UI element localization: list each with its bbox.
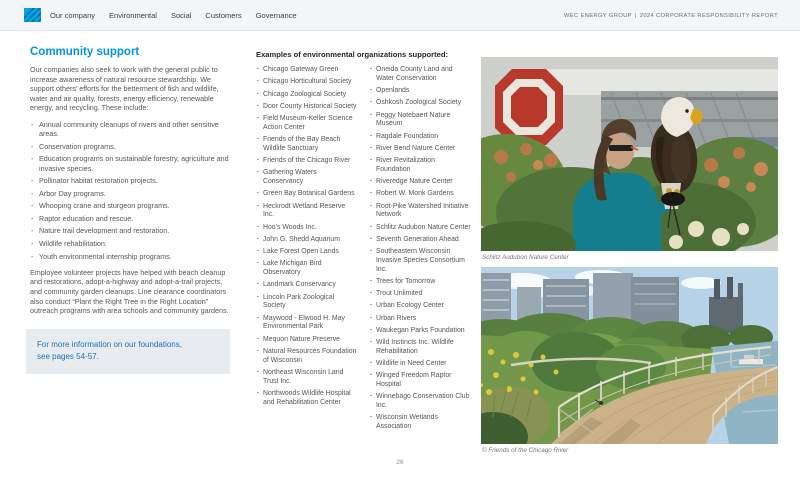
organizations-heading: Examples of environmental organizations supported: — [256, 50, 448, 59]
foundations-callout-link[interactable] — [26, 329, 230, 374]
list-item: · Field Museum-Keller Science Action Center — [256, 115, 358, 132]
list-item: - Annual community cleanups of rivers and other sensitive areas. — [30, 120, 230, 139]
report-title-edition: 2024 CORPORATE RESPONSIBILITY REPORT — [639, 12, 778, 19]
callout-line1: For more information on our foundations, — [37, 339, 182, 349]
list-item: · Wildlife in Need Center — [369, 360, 471, 369]
main-nav — [50, 0, 297, 31]
organizations-column-1 — [256, 66, 358, 435]
list-item: · John G. Shedd Aquarium — [256, 236, 358, 245]
list-item: · Lake Forest Open Lands — [256, 248, 358, 257]
list-item: · Ragdale Foundation — [369, 133, 471, 142]
list-item: · Seventh Generation Ahead — [369, 236, 471, 245]
list-item: · Urban Ecology Center — [369, 302, 471, 311]
list-item: · Southeastern Wisconsin Invasive Species Consortium Inc. — [369, 248, 471, 274]
list-item: · Door County Historical Society — [256, 103, 358, 112]
list-item: · Riveredge Nature Center — [369, 178, 471, 187]
list-item: · Natural Resources Foundation of Wisconsin — [256, 348, 358, 365]
list-item: · Northeast Wisconsin Land Trust Inc. — [256, 369, 358, 386]
boardwalk-photo-illustration — [481, 267, 778, 444]
list-item: · Waukegan Parks Foundation — [369, 327, 471, 336]
list-item: - Whooping crane and sturgeon programs. — [30, 201, 230, 210]
list-item: · Oshkosh Zoological Society — [369, 99, 471, 108]
list-item: · Root-Pike Watershed Initiative Network — [369, 203, 471, 220]
list-item: · Peggy Notebaert Nature Museum — [369, 112, 471, 129]
program-bullet-list — [30, 120, 230, 261]
volunteer-paragraph: Employee volunteer projects have helped with beach cleanup and restorations, adopt-a-highway and adopt-a-trail projects, and community garden cleanups. Line clearance coordinators also conduct “Plant the Right Tree in the Right Location” outreach programs with area schools and community gardens. — [30, 267, 229, 316]
list-item: · Schlitz Audubon Nature Center — [369, 224, 471, 233]
list-item: - Arbor Day programs. — [30, 189, 230, 198]
list-item: · Chicago Zoological Society — [256, 91, 358, 100]
list-item: - Conservation programs. — [30, 142, 230, 151]
photo-column — [481, 57, 778, 454]
list-item: · Gathering Waters Conservancy — [256, 169, 358, 186]
list-item: · River Revitalization Foundation — [369, 157, 471, 174]
list-item: · Lake Michigan Bird Observatory — [256, 260, 358, 277]
wec-energy-group-logo-icon[interactable] — [24, 8, 41, 22]
list-item: - Nature trail development and restoration. — [30, 226, 230, 235]
photo1-caption: Schlitz Audubon Nature Center — [482, 254, 569, 261]
report-title — [564, 0, 778, 31]
list-item: · Winnebago Conservation Club Inc. — [369, 393, 471, 410]
list-item: · Robert W. Monk Gardens — [369, 190, 471, 199]
list-item: · Lincoln Park Zoological Society — [256, 294, 358, 311]
list-item: - Youth environmental internship programs. — [30, 252, 230, 261]
callout-line2: see pages 54-57. — [37, 351, 99, 361]
list-item: · Hoo’s Woods Inc. — [256, 224, 358, 233]
page-number: 26 — [396, 459, 404, 466]
list-item: · Mequon Nature Preserve — [256, 336, 358, 345]
top-navigation-bar — [0, 0, 800, 31]
list-item: · Winged Freedom Raptor Hospital — [369, 372, 471, 389]
organizations-section — [256, 50, 472, 435]
list-item: · Chicago Horticultural Society — [256, 78, 358, 87]
intro-paragraph: Our companies also seek to work with the general public to increase awareness of natural resource stewardship. We support others’ efforts for the betterment of fish and wildlife, water and air quality, forests, energy efficiency, renewable energy, and recycling. These include: — [30, 65, 219, 113]
boardwalk-photo — [481, 267, 778, 444]
nav-item[interactable]: Customers — [205, 11, 242, 20]
nav-item[interactable]: Our company — [50, 11, 96, 20]
list-item: · Green Bay Botanical Gardens — [256, 190, 358, 199]
list-item: · River Bend Nature Center — [369, 145, 471, 154]
list-item: · Oneida County Land and Water Conservation — [369, 66, 471, 83]
list-item: · Landmark Conservancy — [256, 281, 358, 290]
nav-item[interactable]: Governance — [255, 11, 297, 20]
photo2-caption: © Friends of the Chicago River — [482, 447, 569, 454]
list-item: - Pollinator habitat restoration projects. — [30, 176, 230, 185]
list-item: · Friends of the Bay Beach Wildlife Sanctuary — [256, 136, 358, 153]
nav-item[interactable]: Social — [170, 11, 192, 20]
list-item: · Urban Rivers — [369, 315, 471, 324]
list-item: - Raptor education and rescue. — [30, 214, 230, 223]
list-item: · Openlands — [369, 87, 471, 96]
list-item: · Wisconsin Wetlands Association — [369, 414, 471, 431]
list-item: - Education programs on sustainable forestry, agriculture and invasive species. — [30, 154, 230, 173]
list-item: · Friends of the Chicago River — [256, 157, 358, 166]
eagle-photo-illustration — [481, 57, 778, 251]
organizations-column-2 — [369, 66, 471, 435]
report-title-brand: WEC ENERGY GROUP — [563, 12, 632, 19]
list-item: · Northwoods Wildlife Hospital and Rehabilitation Center — [256, 390, 358, 407]
list-item: · Wild Instincts Inc. Wildlife Rehabilitation — [369, 339, 471, 356]
community-support-article — [30, 46, 230, 374]
nav-item[interactable]: Environmental — [109, 11, 157, 20]
page-title: Community support — [30, 46, 140, 58]
list-item: · Maywood - Elwood H. May Environmental Park — [256, 315, 358, 332]
list-item: · Trout Unlimited — [369, 290, 471, 299]
list-item: · Trees for Tomorrow — [369, 278, 471, 287]
list-item: - Wildlife rehabilitation. — [30, 239, 230, 248]
list-item: · Heckrodt Wetland Reserve Inc. — [256, 203, 358, 220]
report-title-divider: | — [634, 12, 637, 19]
organizations-columns — [256, 66, 472, 435]
list-item: · Chicago Gateway Green — [256, 66, 358, 75]
eagle-photo — [481, 57, 778, 251]
